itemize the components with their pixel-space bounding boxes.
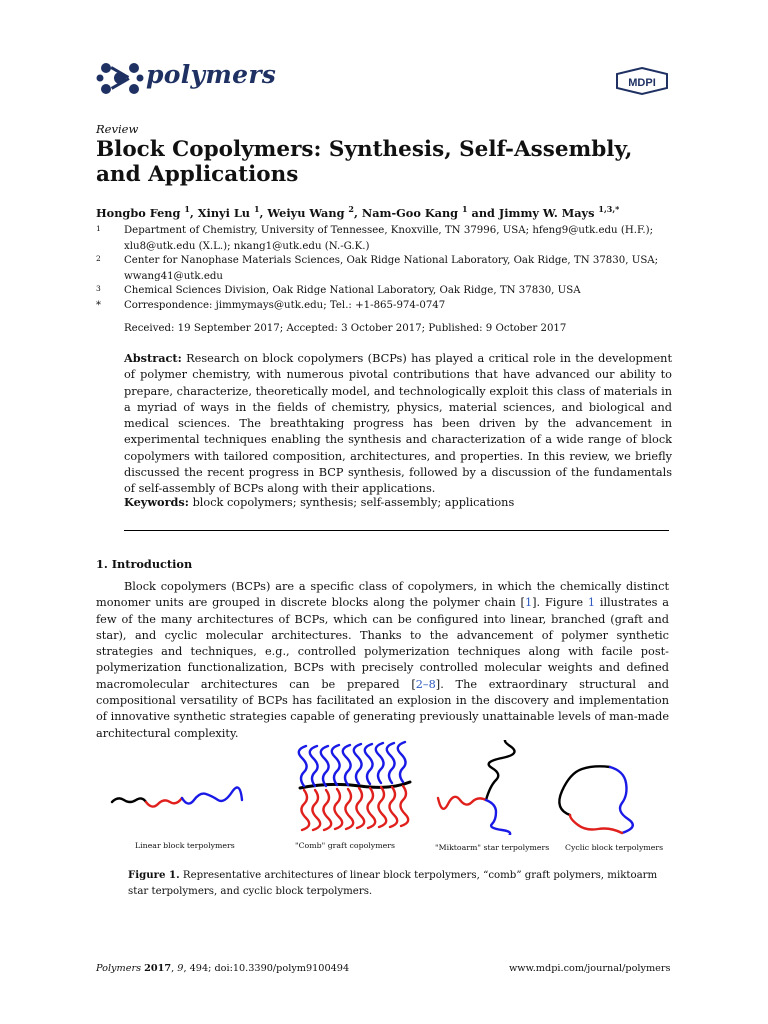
figure-label-cyclic: Cyclic block terpolymers xyxy=(565,843,664,852)
journal-logo-icon xyxy=(96,56,144,100)
author-affiliation-sup: 2 xyxy=(348,204,354,214)
author-affiliation-sup: 1 xyxy=(184,204,190,214)
publisher-label: MDPI xyxy=(628,77,656,89)
publication-dates: Received: 19 September 2017; Accepted: 3 October 2017; Published: 9 October 2017 xyxy=(124,323,567,334)
citation-link[interactable]: 1 xyxy=(524,596,533,610)
miktoarm-star-terpolymer xyxy=(438,740,515,835)
linear-terpolymer xyxy=(112,788,242,807)
citation-footer: Polymers 2017, 9, 494; doi:10.3390/polym9100494 xyxy=(96,963,350,974)
figure-caption xyxy=(128,867,658,900)
author-name: Jimmy W. Mays xyxy=(498,205,599,220)
section-divider xyxy=(124,530,669,531)
keywords xyxy=(124,495,514,509)
abstract-text: Research on block copolymers (BCPs) has played a critical role in the development of polymer chemistry, with numerous pivotal contributions that have advanced our ability to prepare, characterize, theoretically model, and technologically exploit this class of materials in a myriad of ways in the fields of chemistry, physics, material sciences, and biological and medical sciences. The breathtaking progress has been driven by the advancement in experimental techniques enabling the synthesis and characterization of a wide range of block copolymers with tailored composition, architectures, and properties. In this review, we briefly discussed the recent progress in BCP synthesis, followed by a discussion of the fundamentals of self-assembly of BCPs along with their applications. xyxy=(124,352,672,496)
figure-label-comb: "Comb" graft copolymers xyxy=(295,841,395,850)
author-name: Hongbo Feng xyxy=(96,205,185,220)
journal-name: polymers xyxy=(146,60,277,89)
article-type: Review xyxy=(96,122,139,136)
abstract-label: Abstract: xyxy=(124,351,182,365)
keywords-text: block copolymers; synthesis; self-assembly; applications xyxy=(192,496,515,509)
citation-link[interactable]: 2–8 xyxy=(415,677,436,691)
author-list: Hongbo Feng $^1$, Xinyi Lu $^1$, Weiyu Wang $^2$, Nam-Goo Kang $^1$ and Jimmy W. Mays $^{1,3,*}$ xyxy=(96,204,620,220)
caption-text: Representative architectures of linear block terpolymers, “comb” graft polymers, miktoarm star terpolymers, and cyclic block terpolymers. xyxy=(128,870,658,897)
abstract xyxy=(124,350,672,498)
figure-label-linear: Linear block terpolymers xyxy=(135,841,235,850)
author-affiliation-sup: 1,3,* xyxy=(598,204,620,214)
article-title: Block Copolymers: Synthesis, Self-Assembly, and Applications xyxy=(96,137,633,187)
section-heading: 1. Introduction xyxy=(96,557,193,571)
mdpi-logo-icon xyxy=(613,66,671,96)
journal-url-link[interactable]: www.mdpi.com/journal/polymers xyxy=(509,963,671,974)
figure-label-miktoarm: "Miktoarm" star terpolymers xyxy=(435,843,550,852)
figure-1-diagram xyxy=(100,740,680,835)
keywords-label: Keywords: xyxy=(124,495,189,509)
cyclic-block-terpolymer xyxy=(559,766,632,833)
intro-paragraph: Block copolymers (BCPs) are a specific class of copolymers, in which the chemically distinct monomer units are grouped in discrete blocks along the polymer chain [1]. Figure 1 illustrates a few of the many architectures of BCPs, which can be configured into linear, branched (graft and star), and cyclic molecular architectures. Thanks to the advancement of polymer synthetic strategies and techniques, e.g., controlled polymerization techniques along with facile post-polymerization functionalization, BCPs with precisely controlled molecular weights and defined macromolecular architectures can be prepared [2–8]. The extraordinary structural and compositional versatility of BCPs has facilitated an explosion in the discovery and implementation of innovative synthetic strategies capable of generating previously unattainable levels of man-made architectural complexity. xyxy=(96,580,669,740)
author-affiliation-sup: 1 xyxy=(253,204,260,214)
author-name: Xinyi Lu xyxy=(197,205,254,220)
author-affiliation-sup: 1 xyxy=(462,204,468,214)
author-name: Weiyu Wang xyxy=(267,205,349,220)
figure-link[interactable]: 1 xyxy=(587,596,596,610)
author-name: Nam-Goo Kang xyxy=(361,205,462,220)
comb-graft-copolymer xyxy=(299,742,410,830)
caption-label: Figure 1. xyxy=(128,869,180,881)
